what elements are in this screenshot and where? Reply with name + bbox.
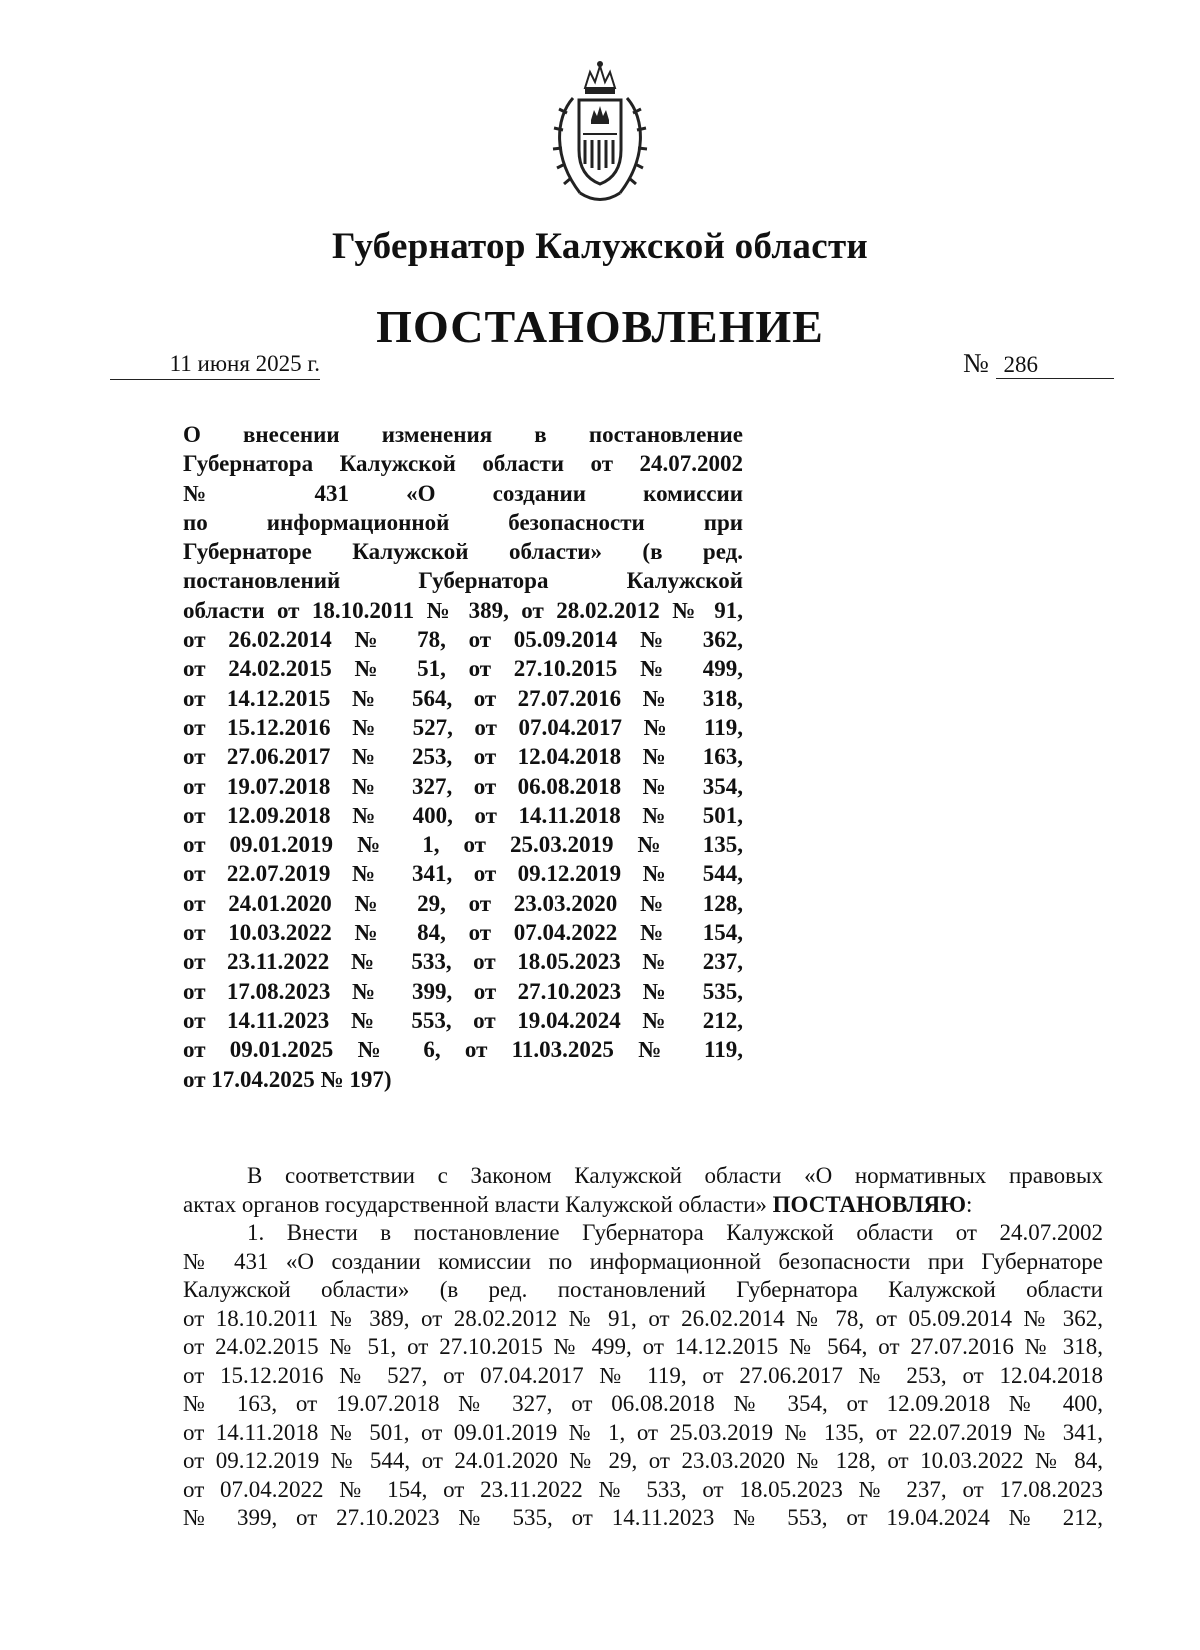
title-line: от 09.01.2019 № 1, от 25.03.2019 № 135, <box>183 832 743 858</box>
preamble-line: В соответствии с Законом Калужской области «О нормативных правовых <box>247 1163 1103 1188</box>
item-line: 1. Внести в постановление Губернатора Калужской области от 24.07.2002 <box>247 1220 1103 1245</box>
title-line: О внесении изменения в постановление <box>183 422 743 447</box>
preamble-line <box>183 1191 1103 1220</box>
document-body <box>183 1162 1103 1533</box>
item-line: от 09.12.2019 № 544, от 24.01.2020 № 29, от 23.03.2020 № 128, от 10.03.2022 № 84, <box>183 1448 1103 1473</box>
resolve-word: ПОСТАНОВЛЯЮ <box>772 1191 967 1217</box>
title-line: от 12.09.2018 № 400, от 14.11.2018 № 501, <box>183 802 743 828</box>
number-sign: № <box>963 348 989 378</box>
title-line: от 26.02.2014 № 78, от 05.09.2014 № 362, <box>183 627 743 653</box>
preamble-text: актах органов государственной власти Калужской области» <box>183 1191 767 1217</box>
resolve-colon: : <box>966 1191 973 1217</box>
document-type-title: ПОСТАНОВЛЕНИЕ <box>376 301 824 352</box>
item-line: от 15.12.2016 № 527, от 07.04.2017 № 119, от 27.06.2017 № 253, от 12.04.2018 <box>183 1362 1103 1388</box>
title-line: постановлений Губернатора Калужской <box>183 568 743 594</box>
number-value: 286 <box>996 352 1114 379</box>
title-line: от 15.12.2016 № 527, от 07.04.2017 № 119, <box>183 714 743 740</box>
title-line: от 17.08.2023 № 399, от 27.10.2023 № 535, <box>183 978 743 1004</box>
title-line: от 14.12.2015 № 564, от 27.07.2016 № 318, <box>183 685 743 711</box>
title-line: Губернатора Калужской области от 24.07.2002 <box>183 451 743 477</box>
issuing-authority: Губернатор Калужской области <box>331 226 869 267</box>
title-line: от 10.03.2022 № 84, от 07.04.2022 № 154, <box>183 920 743 946</box>
document-number <box>963 348 1114 379</box>
title-line: от 24.02.2015 № 51, от 27.10.2015 № 499, <box>183 656 743 682</box>
title-line: от 19.07.2018 № 327, от 06.08.2018 № 354, <box>183 773 743 799</box>
item-line: № 399, от 27.10.2023 № 535, от 14.11.2023 № 553, от 19.04.2024 № 212, <box>183 1505 1103 1530</box>
item-line: Калужской области» (в ред. постановлений Губернатора Калужской области <box>183 1277 1103 1302</box>
title-line: от 24.01.2020 № 29, от 23.03.2020 № 128, <box>183 890 743 916</box>
title-line: от 14.11.2023 № 553, от 19.04.2024 № 212, <box>183 1007 743 1033</box>
title-line: области от 18.10.2011 № 389, от 28.02.2012 № 91, <box>183 597 743 623</box>
title-line: от 27.06.2017 № 253, от 12.04.2018 № 163, <box>183 744 743 770</box>
title-line: по информационной безопасности при <box>183 509 743 535</box>
item-line: от 14.11.2018 № 501, от 09.01.2019 № 1, от 25.03.2019 № 135, от 22.07.2019 № 341, <box>183 1419 1103 1445</box>
title-line: № 431 «О создании комиссии <box>183 480 743 506</box>
item-line: от 18.10.2011 № 389, от 28.02.2012 № 91, от 26.02.2014 № 78, от 05.09.2014 № 362, <box>183 1305 1103 1331</box>
item-line: № 163, от 19.07.2018 № 327, от 06.08.2018 № 354, от 12.09.2018 № 400, <box>183 1391 1103 1416</box>
title-line: Губернаторе Калужской области» (в ред. <box>183 539 743 565</box>
title-line: от 23.11.2022 № 533, от 18.05.2023 № 237, <box>183 949 743 975</box>
title-line: от 09.01.2025 № 6, от 11.03.2025 № 119, <box>183 1037 743 1063</box>
item-line: от 24.02.2015 № 51, от 27.10.2015 № 499, от 14.12.2015 № 564, от 27.07.2016 № 318, <box>183 1334 1103 1359</box>
item-line: № 431 «О создании комиссии по информационной безопасности при Губернаторе <box>183 1248 1103 1274</box>
title-line: от 22.07.2019 № 341, от 09.12.2019 № 544, <box>183 861 743 887</box>
coat-of-arms-emblem <box>545 58 655 208</box>
item-line: от 07.04.2022 № 154, от 23.11.2022 № 533, от 18.05.2023 № 237, от 17.08.2023 <box>183 1476 1103 1502</box>
document-title-block <box>183 420 743 1094</box>
document-date: 11 июня 2025 г. <box>110 351 320 380</box>
title-line: от 17.04.2025 № 197) <box>183 1066 392 1092</box>
